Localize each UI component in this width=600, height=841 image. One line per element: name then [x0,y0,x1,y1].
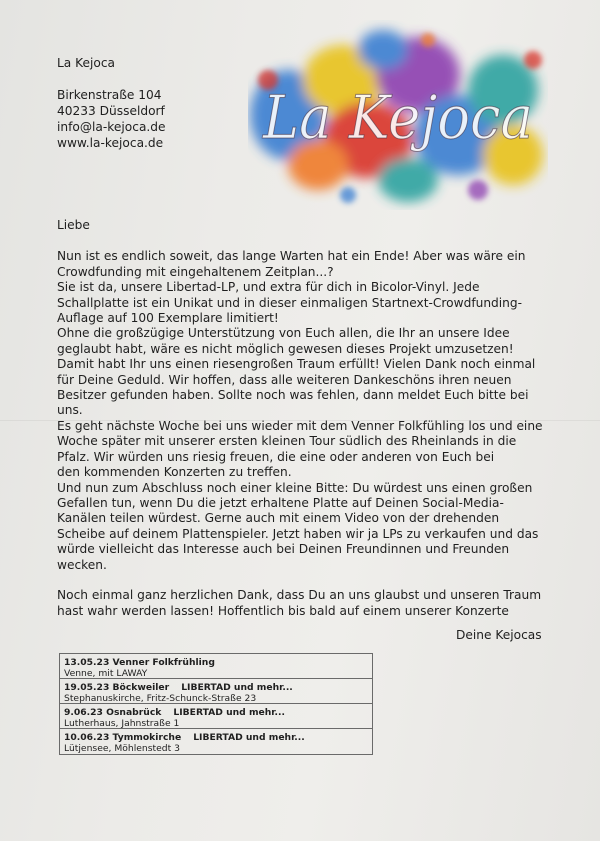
text-line: Besitzer gefunden haben. Sollte noch was fehlen, dann meldet Euch bitte bei [57,388,529,403]
sender-name: La Kejoca [57,56,116,70]
text-line: Noch einmal ganz herzlichen Dank, dass Du an uns glaubst und unseren Traum [57,588,542,603]
concert-row [60,704,372,729]
concert-venue: Stephanuskirche, Fritz-Schunck-Straße 23 [64,693,257,704]
concert-row [60,679,372,704]
paragraph [57,249,537,280]
closing-signature: Deine Kejocas [456,628,542,642]
concert-title [64,732,368,743]
text-line: Und nun zum Abschluss noch einer kleine Bitte: Du würdest uns einen großen [57,480,533,495]
sender-address [57,55,166,151]
concert-place: Osnabrück [106,707,162,718]
sender-street: Birkenstraße 104 [57,88,162,102]
text-line: Crowdfunding mit eingehaltenem Zeitplan...? [57,264,334,279]
text-line: uns. [57,403,83,418]
concert-title [64,682,368,693]
concert-program: LIBERTAD und mehr... [173,707,285,718]
concert-venue: Lutherhaus, Jahnstraße 1 [64,718,180,729]
concert-row [60,729,372,754]
concert-venue: Lütjensee, Möhlenstedt 3 [64,743,180,754]
concert-date: 9.06.23 [64,707,103,718]
paragraph [57,280,537,326]
text-line: Scheibe auf deinem Plattenspieler. Jetzt haben wir ja LPs zu verkaufen und das [57,526,539,541]
text-line: Damit habt Ihr uns einen riesengroßen Traum erfüllt! Vielen Dank noch einmal [57,357,536,372]
concert-place: Böckweiler [112,682,170,693]
text-line: geglaubt habt, wäre es nicht möglich gewesen dieses Projekt umzusetzen! [57,341,514,356]
text-line: Nun ist es endlich soweit, das lange Warten hat ein Ende! Aber was wäre ein [57,249,526,264]
concert-title [64,657,368,668]
concert-row [60,654,372,679]
text-line: den kommenden Konzerten zu treffen. [57,465,292,480]
text-line: wecken. [57,557,107,572]
text-line: Ohne die großzügige Unterstützung von Euch allen, die Ihr an unsere Idee [57,326,510,341]
logo-lettering: La Kejoca [262,83,533,153]
letter-paragraphs [57,249,543,619]
text-line: Schallplatte ist ein Unikat und in dieser einmaligen Startnext-Crowdfunding- [57,295,523,310]
concert-venue: Venne, mit LAWAY [64,668,148,679]
text-line: hast wahr werden lassen! Hoffentlich bis bald auf einem unserer Konzerte [57,603,509,618]
paragraph [57,326,537,418]
salutation: Liebe [57,218,90,232]
sender-city: 40233 Düsseldorf [57,104,165,118]
text-line: Sie ist da, unsere Libertad-LP, und extra für dich in Bicolor-Vinyl. Jede [57,280,480,295]
concert-program: LIBERTAD und mehr... [193,732,305,743]
sender-website: www.la-kejoca.de [57,136,164,150]
concert-date: 13.05.23 [64,657,110,668]
paragraph [57,418,543,481]
text-line: Auflage auf 100 Exemplare limitiert! [57,311,279,326]
paragraph [57,588,542,619]
concert-dates-table [59,653,373,755]
concert-place: Venner Folkfrühling [112,657,215,668]
concert-program: LIBERTAD und mehr... [181,682,293,693]
text-line: Gefallen tun, wenn Du die jetzt erhaltene Platte auf Deinen Social-Media- [57,495,504,510]
text-line: würde vielleicht das Interesse auch bei Deinen Freundinnen und Freunden [57,542,510,557]
text-line: Kanälen teilen würdest. Gerne auch mit einem Video von der drehenden [57,511,500,526]
concert-place: Tymmokirche [112,732,182,743]
text-line: für Deine Geduld. Wir hoffen, dass alle weiteren Dankeschöns ihren neuen [57,372,512,387]
text-line: Woche später mit unserer ersten kleinen Tour südlich des Rheinlands in die [57,434,517,449]
concert-date: 10.06.23 [64,732,110,743]
paragraph [57,481,537,573]
sender-email: info@la-kejoca.de [57,120,166,134]
la-kejoca-logo [248,20,548,210]
concert-date: 19.05.23 [64,682,110,693]
text-line: Es geht nächste Woche bei uns wieder mit dem Venner Folkfühling los und eine [57,418,543,433]
letter-body [57,218,543,619]
text-line: Pfalz. Wir würden uns riesig freuen, die eine oder anderen von Euch bei [57,449,495,464]
concert-title [64,707,368,718]
